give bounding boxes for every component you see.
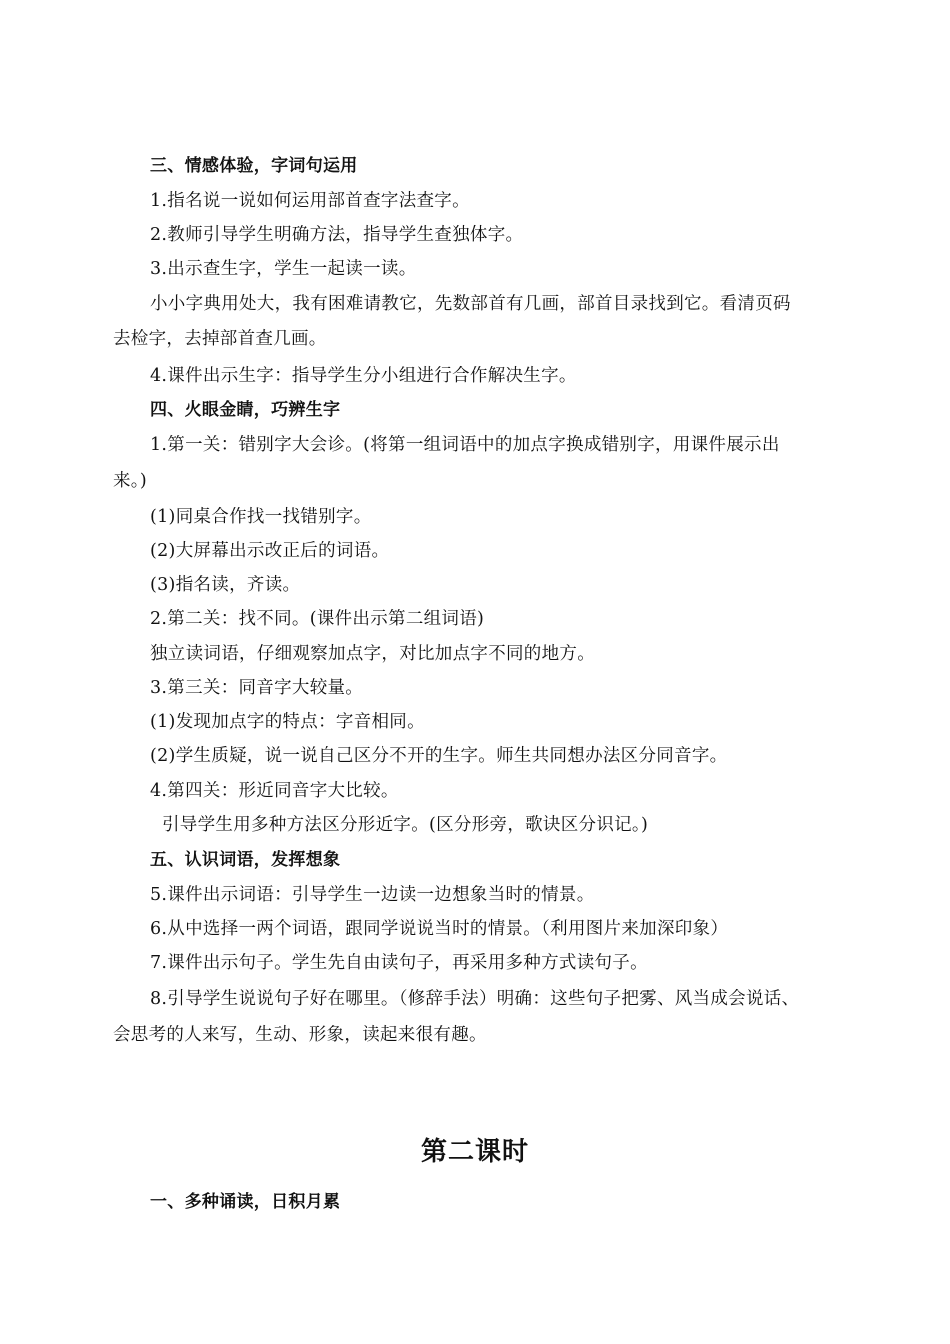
paragraph: 1.指名说一说如何运用部首查字法查字。	[150, 191, 470, 211]
paragraph: 引导学生用多种方法区分形近字。(区分形旁，歌诀区分识记。)	[162, 815, 649, 835]
paragraph: 去检字，去掉部首查几画。	[113, 329, 327, 349]
paragraph: 3.出示查生字，学生一起读一读。	[150, 259, 417, 279]
page-title: 第二课时	[420, 1137, 529, 1167]
paragraph: 4.课件出示生字：指导学生分小组进行合作解决生字。	[150, 366, 577, 386]
section-heading-5: 五、认识词语，发挥想象	[150, 850, 341, 870]
paragraph: (1)发现加点字的特点：字音相同。	[150, 712, 425, 732]
paragraph: (3)指名读，齐读。	[150, 575, 301, 595]
paragraph: 7.课件出示句子。学生先自由读句子，再采用多种方式读句子。	[150, 953, 648, 973]
section-heading-1: 一、多种诵读，日积月累	[150, 1192, 341, 1212]
paragraph: (1)同桌合作找一找错别字。	[150, 507, 372, 527]
section-heading-4: 四、火眼金睛，巧辨生字	[150, 400, 341, 420]
paragraph: (2)学生质疑，说一说自己区分不开的生字。师生共同想办法区分同音字。	[150, 746, 728, 766]
paragraph: (2)大屏幕出示改正后的词语。	[150, 541, 390, 561]
paragraph: 4.第四关：形近同音字大比较。	[150, 781, 399, 801]
paragraph: 独立读词语，仔细观察加点字，对比加点字不同的地方。	[150, 644, 595, 664]
paragraph: 6.从中选择一两个词语，跟同学说说当时的情景。（利用图片来加深印象）	[150, 919, 729, 939]
paragraph: 2.教师引导学生明确方法，指导学生查独体字。	[150, 225, 524, 245]
paragraph: 来。)	[113, 471, 147, 491]
section-heading-3: 三、情感体验，字词句运用	[150, 156, 358, 176]
paragraph: 5.课件出示词语：引导学生一边读一边想象当时的情景。	[150, 885, 595, 905]
paragraph: 3.第三关：同音字大较量。	[150, 678, 364, 698]
paragraph: 1.第一关：错别字大会诊。(将第一组词语中的加点字换成错别字，用课件展示出	[150, 435, 780, 455]
paragraph: 会思考的人来写，生动、形象，读起来很有趣。	[113, 1025, 487, 1045]
paragraph: 8.引导学生说说句子好在哪里。（修辞手法）明确：这些句子把雾、风当成会说话、	[150, 989, 800, 1009]
paragraph: 小小字典用处大，我有困难请教它，先数部首有几画，部首目录找到它。看清页码	[150, 294, 791, 314]
paragraph: 2.第二关：找不同。(课件出示第二组词语)	[150, 609, 485, 629]
